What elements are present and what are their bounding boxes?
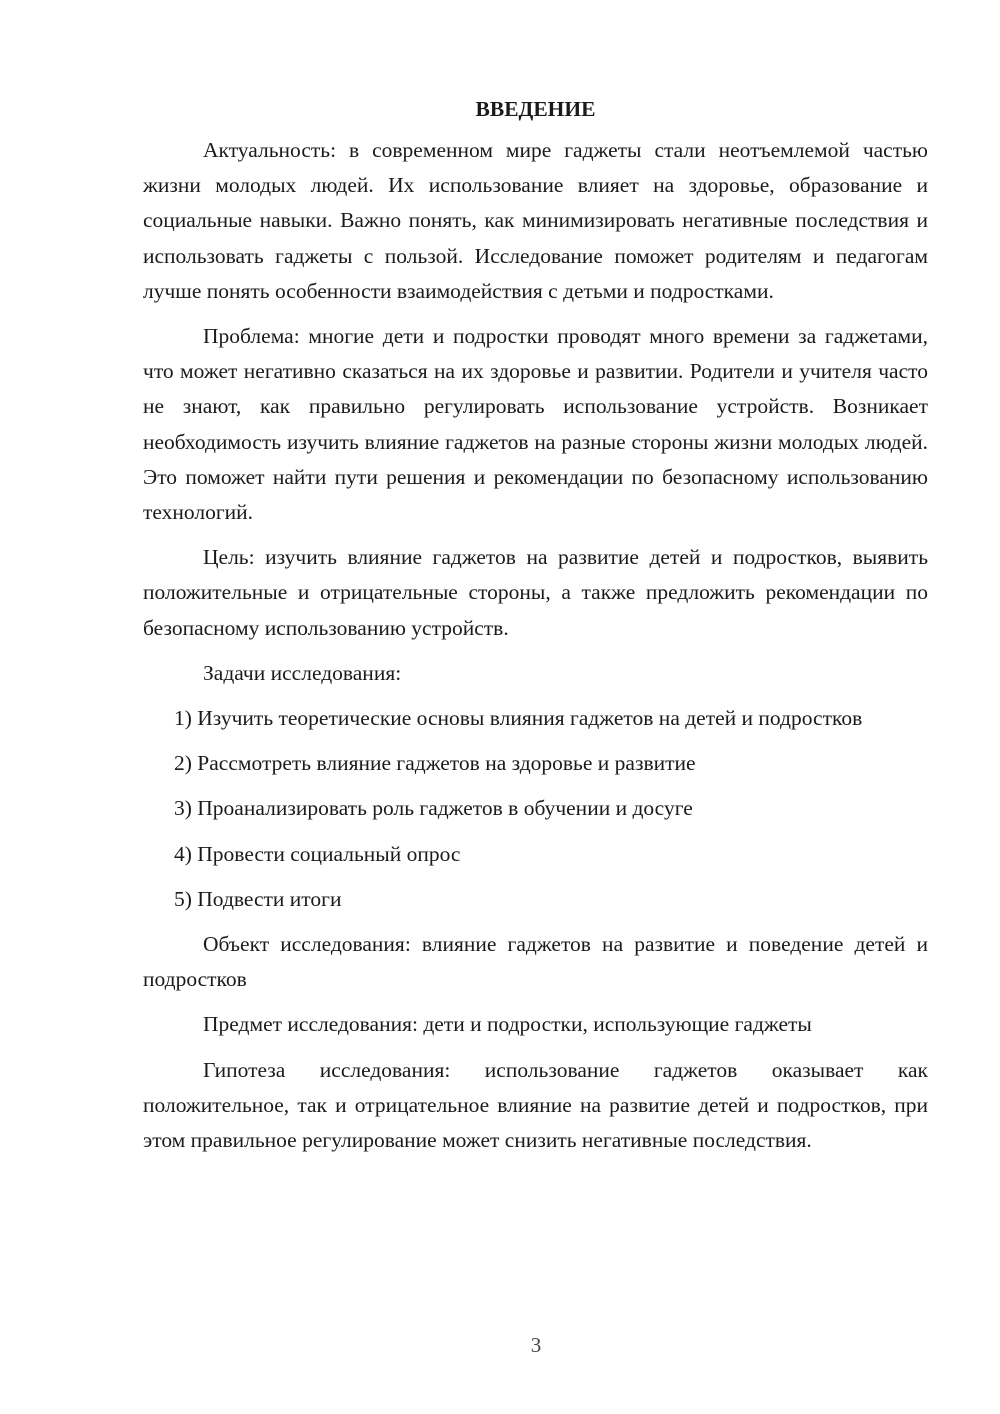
hypothesis-paragraph: Гипотеза исследования: использование гаджетов оказывает как положительное, так и отрицательное влияние на развитие детей и подростков, при этом правильное регулирование может снизить негативные последствия. [143,1057,928,1153]
task-item-5: 5) Подвести итоги [174,886,342,911]
goal-paragraph: Цель: изучить влияние гаджетов на развитие детей и подростков, выявить положительные и отрицательные стороны, а также предложить рекомендации по безопасному использованию устройств. [143,545,928,640]
task-item-2: 2) Рассмотреть влияние гаджетов на здоровье и развитие [174,751,696,776]
relevance-paragraph: Актуальность: в современном мире гаджеты стали неотъемлемой частью жизни молодых людей. Их использование влияет на здоровье, образование и социальные навыки. Важно понять, как минимизировать негативные последствия и использовать гаджеты с пользой. Исследование поможет родителям и педагогам лучше понять особенности взаимодействия с детьми и подростками. [143,138,928,303]
page-number: 3 [530,1333,542,1357]
task-item-4: 4) Провести социальный опрос [174,841,461,866]
subject-paragraph: Предмет исследования: дети и подростки, использующие гаджеты [203,1012,812,1037]
task-item-1: 1) Изучить теоретические основы влияния гаджетов на детей и подростков [174,706,863,731]
task-item-3: 3) Проанализировать роль гаджетов в обучении и досуге [174,796,693,821]
object-paragraph: Объект исследования: влияние гаджетов на развитие и поведение детей и подростков [143,932,928,992]
page-content [143,92,928,1168]
tasks-heading: Задачи исследования: [203,660,402,685]
problem-paragraph: Проблема: многие дети и подростки проводят много времени за гаджетами, что может негативно сказаться на их здоровье и развитии. Родители и учителя часто не знают, как правильно регулировать использование устройств. Возникает необходимость изучить влияние гаджетов на разные стороны жизни молодых людей. Это поможет найти пути решения и рекомендации по безопасному использованию технологий. [143,324,928,525]
section-title: ВВЕДЕНИЕ [475,97,596,121]
